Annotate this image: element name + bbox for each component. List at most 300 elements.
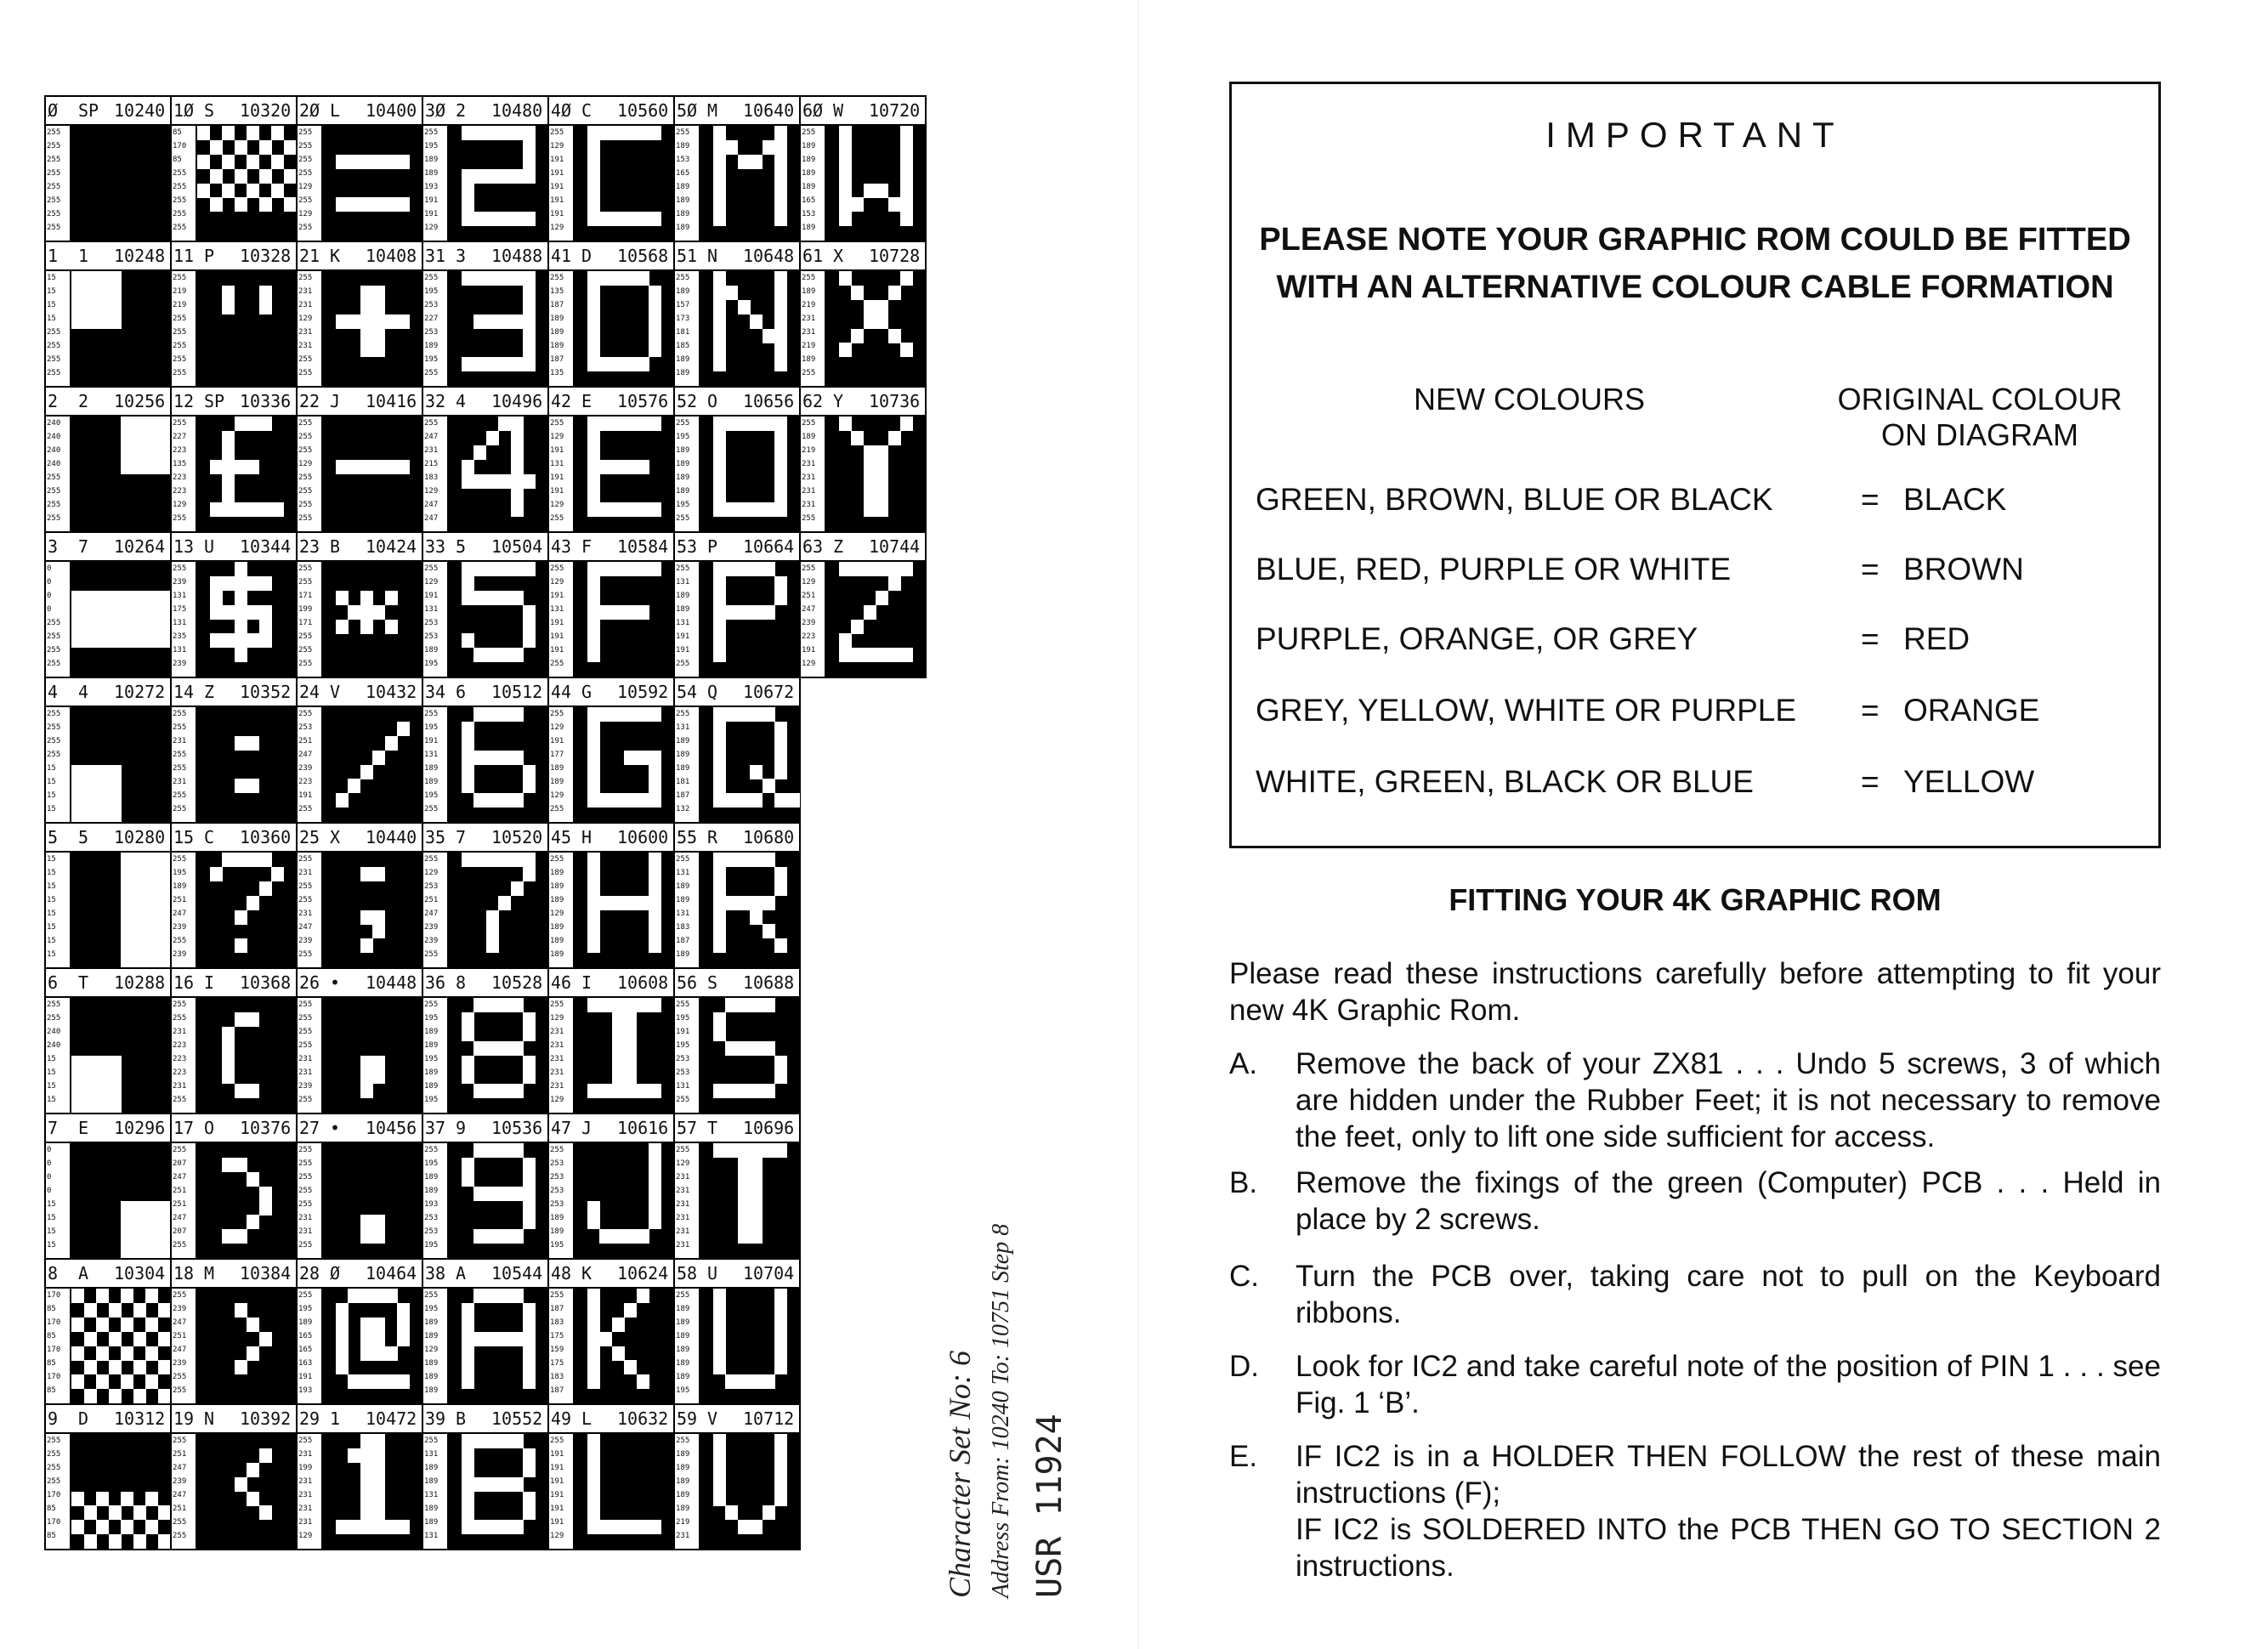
glyph-pixel — [96, 765, 109, 779]
char-address: 10440 — [366, 827, 417, 847]
char-address: 10736 — [869, 391, 921, 411]
byte-values — [423, 271, 449, 386]
byte-value: 0 — [47, 1146, 52, 1154]
glyph-pixel — [649, 126, 661, 140]
glyph-pixel — [498, 793, 511, 808]
glyph-pixel — [222, 474, 235, 489]
glyph-bitmap — [449, 1434, 547, 1549]
byte-value: 239 — [173, 660, 187, 668]
glyph-pixel — [486, 1520, 499, 1534]
byte-value: 219 — [173, 287, 187, 296]
byte-value: 231 — [550, 1068, 564, 1077]
glyph-pixel — [738, 1229, 751, 1244]
glyph-pixel — [900, 343, 913, 357]
glyph-pixel — [486, 474, 499, 489]
glyph-bitmap — [449, 1143, 547, 1258]
glyph-pixel — [462, 1520, 474, 1534]
character-cell — [673, 1403, 801, 1550]
glyph-pixel — [247, 155, 259, 169]
char-symbol: S — [204, 100, 215, 121]
byte-values — [172, 562, 197, 677]
byte-value: 253 — [676, 1068, 690, 1077]
glyph-pixel — [121, 1492, 133, 1506]
byte-value: 189 — [676, 592, 690, 600]
glyph-pixel — [774, 793, 787, 808]
byte-values — [423, 562, 449, 677]
glyph-pixel — [235, 1229, 247, 1244]
byte-value: 255 — [173, 1291, 187, 1300]
glyph-pixel — [612, 416, 625, 431]
byte-value: 231 — [173, 1028, 187, 1036]
glyph-pixel — [486, 562, 499, 576]
glyph-pixel — [511, 1084, 524, 1098]
glyph-pixel — [145, 620, 158, 634]
glyph-pixel — [864, 184, 876, 198]
byte-value: 255 — [676, 660, 690, 668]
byte-value: 195 — [676, 501, 690, 509]
glyph-pixel — [133, 416, 146, 431]
glyph-pixel — [725, 707, 738, 722]
byte-value: 171 — [298, 592, 313, 600]
byte-value: 239 — [298, 1082, 313, 1091]
glyph-pixel — [599, 126, 612, 140]
glyph-pixel — [84, 591, 97, 605]
char-address: 10368 — [240, 972, 292, 993]
glyph-pixel — [713, 605, 726, 620]
cell-header — [675, 1405, 799, 1434]
glyph-pixel — [523, 329, 536, 343]
glyph-pixel — [587, 1332, 600, 1346]
cell-header — [549, 242, 673, 271]
byte-value: 255 — [298, 660, 313, 668]
char-symbol: U — [707, 1263, 718, 1284]
byte-value: 189 — [298, 1318, 313, 1327]
glyph-pixel — [612, 562, 625, 576]
glyph-pixel — [774, 881, 787, 896]
byte-values — [298, 126, 323, 241]
glyph-pixel — [649, 1158, 661, 1172]
char-address: 10496 — [491, 391, 543, 411]
glyph-pixel — [839, 271, 852, 286]
byte-value: 0 — [47, 1159, 52, 1168]
glyph-pixel — [259, 300, 272, 314]
character-cell — [673, 1113, 801, 1260]
byte-value: 187 — [676, 791, 690, 800]
glyph-pixel — [587, 793, 600, 808]
glyph-pixel — [235, 140, 247, 155]
char-address: 10480 — [491, 100, 543, 121]
byte-value: 189 — [676, 446, 690, 455]
glyph-pixel — [486, 707, 499, 722]
byte-value: 195 — [676, 1014, 690, 1023]
glyph-pixel — [587, 488, 600, 502]
glyph-pixel — [774, 488, 787, 502]
glyph-pixel — [498, 648, 511, 662]
glyph-pixel — [612, 1056, 625, 1070]
character-cell — [44, 677, 172, 824]
byte-values — [423, 126, 449, 241]
byte-value: 251 — [802, 592, 816, 600]
glyph-pixel — [612, 1520, 625, 1534]
byte-value: 255 — [173, 723, 187, 732]
byte-value: 255 — [298, 896, 313, 904]
byte-values — [172, 126, 197, 241]
byte-values — [675, 1143, 700, 1258]
glyph-pixel — [587, 1346, 600, 1361]
glyph-pixel — [222, 1229, 235, 1244]
char-code: 24 — [299, 682, 320, 702]
glyph-pixel — [523, 867, 536, 881]
byte-value: 132 — [676, 805, 690, 813]
glyph-pixel — [360, 1069, 373, 1084]
glyph-pixel — [839, 562, 852, 576]
byte-value: 129 — [550, 501, 564, 509]
byte-values — [549, 998, 575, 1113]
char-symbol: A — [456, 1263, 467, 1284]
glyph-pixel — [750, 853, 763, 867]
glyph-pixel — [713, 1303, 726, 1318]
byte-value: 129 — [424, 224, 439, 232]
byte-value: 255 — [298, 169, 313, 178]
character-cell — [547, 531, 675, 678]
byte-value: 255 — [173, 1518, 187, 1527]
glyph-pixel — [713, 1434, 726, 1448]
glyph-pixel — [774, 169, 787, 184]
glyph-pixel — [360, 1448, 373, 1463]
glyph-pixel — [498, 1477, 511, 1492]
byte-value: 195 — [676, 433, 690, 441]
glyph-pixel — [462, 184, 474, 198]
char-code: 25 — [299, 827, 320, 847]
glyph-pixel — [624, 1520, 637, 1534]
byte-value: 255 — [298, 1187, 313, 1195]
glyph-pixel — [738, 1041, 751, 1056]
glyph-pixel — [713, 1084, 726, 1098]
glyph-pixel — [235, 1158, 247, 1172]
byte-value: 195 — [173, 869, 187, 877]
glyph-pixel — [649, 867, 661, 881]
cell-header — [46, 1114, 170, 1143]
char-symbol: C — [581, 100, 593, 121]
glyph-pixel — [738, 1143, 751, 1158]
glyph-pixel — [750, 1172, 763, 1187]
glyph-pixel — [462, 474, 474, 489]
glyph-bitmap — [323, 853, 422, 967]
glyph-pixel — [109, 779, 122, 793]
byte-value: 255 — [802, 274, 816, 282]
character-cell — [422, 386, 549, 533]
glyph-pixel — [360, 1434, 373, 1448]
glyph-pixel — [96, 633, 109, 648]
glyph-pixel — [360, 1056, 373, 1070]
glyph-pixel — [158, 881, 171, 896]
char-symbol: X — [833, 246, 844, 266]
glyph-pixel — [587, 300, 600, 314]
byte-value: 223 — [173, 473, 187, 482]
glyph-pixel — [372, 1463, 385, 1477]
glyph-pixel — [121, 431, 133, 445]
glyph-pixel — [96, 1318, 109, 1332]
byte-value: 189 — [676, 1373, 690, 1381]
byte-value: 183 — [424, 473, 439, 482]
glyph-pixel — [511, 1143, 524, 1158]
glyph-pixel — [612, 793, 625, 808]
byte-value: 255 — [550, 564, 564, 573]
glyph-pixel — [725, 1084, 738, 1098]
glyph-pixel — [713, 924, 726, 938]
glyph-pixel — [774, 1056, 787, 1070]
byte-value: 189 — [676, 196, 690, 205]
byte-value: 183 — [676, 923, 690, 932]
glyph-pixel — [109, 793, 122, 808]
glyph-pixel — [649, 1172, 661, 1187]
char-code: 3Ø — [425, 100, 446, 121]
byte-value: 15 — [47, 923, 56, 932]
byte-values — [549, 562, 575, 677]
byte-value: 187 — [550, 1305, 564, 1313]
glyph-pixel — [71, 808, 84, 822]
glyph-pixel — [750, 605, 763, 620]
byte-value: 255 — [298, 156, 313, 164]
character-cell — [296, 967, 423, 1114]
glyph-pixel — [84, 271, 97, 286]
glyph-pixel — [774, 1289, 787, 1303]
glyph-pixel — [523, 1158, 536, 1172]
glyph-pixel — [158, 853, 171, 867]
glyph-pixel — [498, 998, 511, 1012]
byte-value: 191 — [550, 646, 564, 654]
glyph-pixel — [649, 881, 661, 896]
glyph-pixel — [851, 197, 864, 212]
byte-value: 255 — [47, 342, 61, 350]
glyph-pixel — [587, 853, 600, 867]
glyph-pixel — [486, 1477, 499, 1492]
byte-value: 247 — [173, 1491, 187, 1499]
char-symbol: B — [330, 536, 341, 557]
glyph-pixel — [462, 1012, 474, 1027]
glyph-pixel — [599, 416, 612, 431]
important-notice-box — [1229, 82, 2161, 848]
byte-value: 253 — [424, 632, 439, 641]
char-symbol: M — [707, 100, 718, 121]
byte-value: 219 — [173, 301, 187, 309]
glyph-pixel — [360, 765, 373, 779]
character-cell — [799, 386, 927, 533]
character-cell — [799, 531, 927, 678]
glyph-pixel — [397, 155, 410, 169]
char-address: 10688 — [743, 972, 795, 993]
glyph-pixel — [587, 1084, 600, 1098]
cell-header — [549, 1114, 673, 1143]
byte-value: 131 — [424, 1532, 439, 1540]
glyph-pixel — [750, 1158, 763, 1172]
glyph-pixel — [222, 286, 235, 300]
glyph-pixel — [121, 938, 133, 953]
byte-value: 255 — [424, 1146, 439, 1154]
glyph-pixel — [473, 562, 486, 576]
byte-value: 183 — [550, 1318, 564, 1327]
glyph-pixel — [71, 1084, 84, 1098]
glyph-pixel — [372, 1056, 385, 1070]
byte-value: 189 — [424, 1477, 439, 1486]
glyph-pixel — [96, 605, 109, 620]
glyph-pixel — [133, 431, 146, 445]
byte-value: 189 — [676, 183, 690, 191]
byte-value: 195 — [424, 355, 439, 364]
glyph-pixel — [498, 1084, 511, 1098]
byte-value: 247 — [173, 1346, 187, 1354]
byte-values — [675, 707, 700, 822]
glyph-pixel — [649, 910, 661, 925]
char-symbol: I — [581, 972, 593, 993]
glyph-pixel — [284, 197, 297, 212]
glyph-pixel — [587, 633, 600, 648]
byte-value: 255 — [298, 1241, 313, 1250]
char-code: 36 — [425, 972, 446, 993]
byte-value: 239 — [173, 923, 187, 932]
byte-value: 131 — [550, 460, 564, 468]
cell-header — [298, 1260, 422, 1289]
byte-values — [172, 271, 197, 386]
byte-value: 255 — [550, 514, 564, 523]
byte-value: 247 — [173, 1214, 187, 1222]
glyph-pixel — [222, 633, 235, 648]
glyph-pixel — [259, 620, 272, 634]
byte-value: 135 — [173, 460, 187, 468]
glyph-pixel — [876, 591, 888, 605]
glyph-pixel — [259, 140, 272, 155]
byte-value: 189 — [676, 1491, 690, 1499]
byte-value: 85 — [47, 1305, 56, 1313]
character-cell — [422, 241, 549, 388]
char-symbol: H — [581, 827, 593, 847]
byte-value: 191 — [550, 1504, 564, 1513]
byte-value: 189 — [550, 896, 564, 904]
glyph-pixel — [774, 1303, 787, 1318]
glyph-pixel — [511, 751, 524, 765]
glyph-pixel — [84, 633, 97, 648]
glyph-pixel — [612, 1229, 625, 1244]
character-cell — [170, 1403, 298, 1550]
char-code: 9 — [48, 1408, 59, 1429]
glyph-pixel — [145, 1289, 158, 1303]
glyph-pixel — [511, 314, 524, 329]
byte-value: 189 — [676, 751, 690, 759]
byte-value: 255 — [550, 710, 564, 718]
byte-value: 195 — [424, 660, 439, 668]
glyph-pixel — [121, 605, 133, 620]
byte-value: 231 — [802, 501, 816, 509]
glyph-pixel — [360, 1463, 373, 1477]
glyph-pixel — [247, 1172, 259, 1187]
byte-values — [46, 416, 71, 531]
glyph-pixel — [133, 924, 146, 938]
byte-value: 189 — [676, 882, 690, 891]
glyph-pixel — [713, 314, 726, 329]
glyph-pixel — [713, 169, 726, 184]
glyph-pixel — [876, 502, 888, 517]
glyph-pixel — [713, 1012, 726, 1027]
byte-value: 231 — [676, 1227, 690, 1236]
glyph-pixel — [624, 896, 637, 910]
glyph-pixel — [121, 910, 133, 925]
byte-values — [675, 1289, 700, 1403]
glyph-pixel — [864, 648, 876, 662]
byte-value: 240 — [47, 446, 61, 455]
glyph-pixel — [774, 1360, 787, 1374]
glyph-pixel — [372, 1332, 385, 1346]
glyph-pixel — [649, 707, 661, 722]
byte-value: 219 — [802, 301, 816, 309]
original-colour-text: BROWN — [1903, 552, 2024, 586]
glyph-pixel — [774, 1448, 787, 1463]
glyph-pixel — [486, 910, 499, 925]
glyph-pixel — [462, 1346, 474, 1361]
glyph-pixel — [462, 197, 474, 212]
byte-value: 255 — [298, 1096, 313, 1104]
byte-value: 231 — [802, 473, 816, 482]
glyph-pixel — [713, 271, 726, 286]
glyph-pixel — [360, 591, 373, 605]
glyph-pixel — [133, 605, 146, 620]
char-address: 10256 — [114, 391, 166, 411]
character-cell — [296, 241, 423, 388]
byte-value: 15 — [47, 882, 56, 891]
glyph-pixel — [158, 1360, 171, 1374]
glyph-pixel — [133, 620, 146, 634]
glyph-pixel — [96, 779, 109, 793]
glyph-pixel — [462, 1172, 474, 1187]
char-symbol: V — [707, 1408, 718, 1429]
glyph-pixel — [587, 184, 600, 198]
glyph-pixel — [599, 793, 612, 808]
byte-values — [172, 1434, 197, 1549]
byte-values — [801, 126, 826, 241]
glyph-pixel — [235, 416, 247, 431]
byte-value: 255 — [173, 342, 187, 350]
char-address: 10672 — [743, 682, 795, 702]
character-cell — [44, 531, 172, 678]
glyph-pixel — [888, 431, 901, 445]
byte-value: 231 — [298, 1518, 313, 1527]
glyph-pixel — [109, 765, 122, 779]
glyph-pixel — [121, 445, 133, 460]
char-code: 55 — [677, 827, 698, 847]
glyph-pixel — [235, 169, 247, 184]
character-cell — [673, 241, 801, 388]
character-cell — [547, 241, 675, 388]
byte-value: 189 — [802, 169, 816, 178]
glyph-pixel — [284, 169, 297, 184]
byte-value: 231 — [802, 460, 816, 468]
glyph-pixel — [473, 271, 486, 286]
char-symbol: 2 — [456, 100, 467, 121]
cell-header — [172, 678, 296, 707]
byte-value: 239 — [173, 578, 187, 586]
glyph-pixel — [133, 1303, 146, 1318]
glyph-pixel — [511, 416, 524, 431]
byte-value: 15 — [47, 1241, 56, 1250]
byte-value: 85 — [173, 128, 182, 137]
byte-value: 231 — [298, 869, 313, 877]
char-code: 14 — [173, 682, 195, 702]
glyph-pixel — [158, 924, 171, 938]
glyph-pixel — [750, 793, 763, 808]
cell-header — [675, 969, 799, 998]
glyph-pixel — [462, 736, 474, 751]
glyph-pixel — [888, 648, 901, 662]
byte-value: 191 — [424, 196, 439, 205]
